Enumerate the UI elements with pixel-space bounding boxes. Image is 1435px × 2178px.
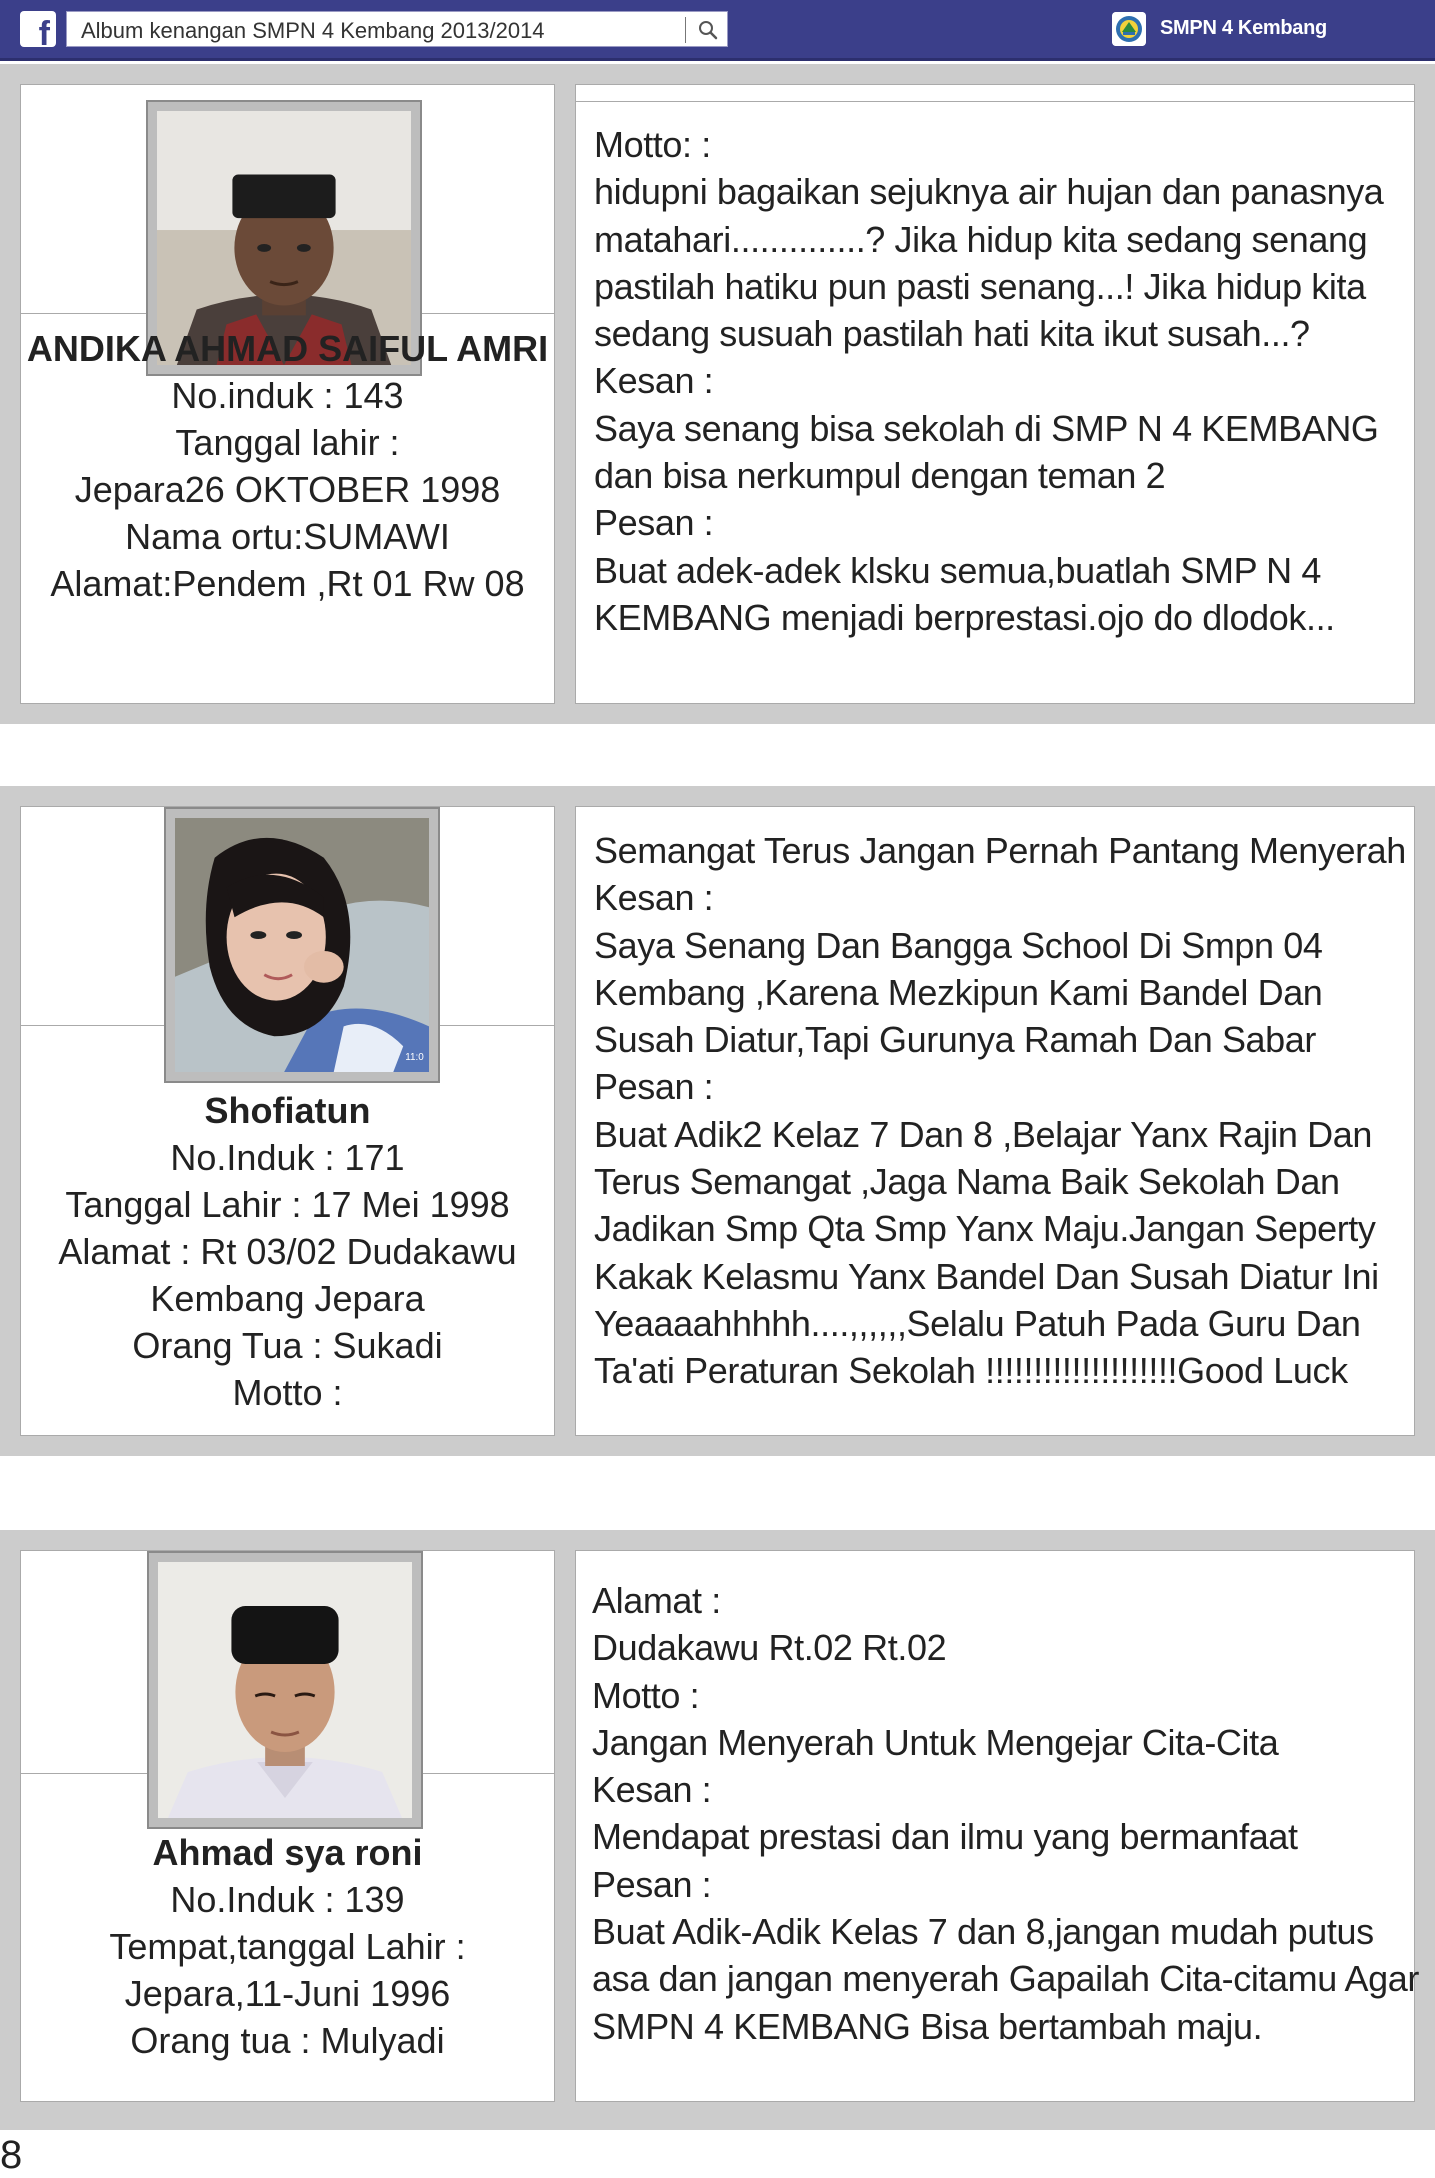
text-line: Kembang ,Karena Mezkipun Kami Bandel Dan — [594, 971, 1323, 1013]
text-line: Kesan : — [592, 1769, 712, 1811]
text-line: asa dan jangan menyerah Gapailah Cita-citamu Agar — [592, 1958, 1419, 2000]
page-number: 8 — [0, 2133, 23, 2177]
student-photo-image — [175, 818, 429, 1072]
text-line: Ta'ati Peraturan Sekolah !!!!!!!!!!!!!!!!!!!!Good Luck — [594, 1350, 1348, 1392]
student-info-line: No.Induk : 171 — [170, 1137, 405, 1178]
text-line: matahari..............? Jika hidup kita sedang senang — [594, 218, 1368, 260]
text-line: Buat adek-adek klsku semua,buatlah SMP N 4 — [594, 549, 1321, 591]
student-name: ANDIKA AHMAD SAIFUL AMRI — [26, 328, 549, 369]
student-name: Ahmad sya roni — [152, 1832, 423, 1873]
school-logo-icon — [1112, 12, 1146, 46]
school-name: SMPN 4 Kembang — [1160, 17, 1327, 39]
student-card-2 — [20, 806, 555, 1436]
student-info-line: Tempat,tanggal Lahir : — [109, 1926, 466, 1967]
student-text-card-1 — [575, 84, 1415, 704]
text-line: Motto : — [592, 1674, 700, 1716]
text-line: Kesan : — [594, 360, 714, 402]
text-line: Alamat : — [592, 1580, 721, 1621]
student-text-2 — [594, 827, 1404, 1395]
student-info-line: Motto : — [232, 1372, 343, 1413]
top-bar — [0, 0, 1435, 61]
student-card-1 — [20, 84, 555, 704]
student-info-line: Jepara26 OKTOBER 1998 — [74, 469, 501, 510]
text-line: Buat Adik2 Kelaz 7 Dan 8 ,Belajar Yanx Rajin Dan — [594, 1113, 1372, 1155]
student-info-3 — [21, 1829, 554, 2064]
text-line: Susah Diatur,Tapi Gurunya Ramah Dan Sabar — [594, 1019, 1317, 1061]
search-bar[interactable] — [66, 11, 728, 47]
text-line: SMPN 4 KEMBANG Bisa bertambah maju. — [592, 2005, 1263, 2047]
text-line: pastilah hatiku pun pasti senang...! Jika hidup kita — [594, 265, 1366, 307]
text-line: Pesan : — [592, 1863, 712, 1905]
text-line: Pesan : — [594, 1066, 714, 1108]
text-line: Kakak Kelasmu Yanx Bandel Dan Susah Diatur Ini — [594, 1255, 1379, 1297]
search-text: Album kenangan SMPN 4 Kembang 2013/2014 — [81, 18, 545, 43]
student-text-3 — [592, 1577, 1419, 2050]
text-line: Semangat Terus Jangan Pernah Pantang Menyerah — [594, 830, 1406, 871]
facebook-glyph: f — [38, 15, 50, 53]
text-line: Saya senang bisa sekolah di SMP N 4 KEMBANG — [594, 407, 1379, 449]
student-info-line: Orang Tua : Sukadi — [132, 1325, 443, 1366]
text-line: Motto: : — [594, 124, 711, 165]
student-info-1 — [21, 325, 554, 607]
student-info-line: Orang tua : Mulyadi — [130, 2020, 445, 2061]
photo-stamp: 11:0 — [405, 1052, 424, 1064]
text-line: Buat Adik-Adik Kelas 7 dan 8,jangan mudah putus — [592, 1911, 1374, 1953]
facebook-icon[interactable] — [20, 11, 56, 53]
text-line: Yeaaaahhhhh....,,,,,,Selalu Patuh Pada Guru Dan — [594, 1302, 1361, 1344]
text-line: Jangan Menyerah Untuk Mengejar Cita-Cita — [592, 1721, 1279, 1763]
text-line: Terus Semangat ,Jaga Nama Baik Sekolah Dan — [594, 1161, 1340, 1203]
student-info-2 — [21, 1087, 554, 1416]
student-card-3 — [20, 1550, 555, 2102]
student-info-line: Kembang Jepara — [150, 1278, 425, 1319]
text-line: KEMBANG menjadi berprestasi.ojo do dlodok... — [594, 596, 1335, 638]
student-text-card-2 — [575, 806, 1415, 1436]
text-line: Dudakawu Rt.02 Rt.02 — [592, 1627, 947, 1669]
student-info-line: Tanggal Lahir : 17 Mei 1998 — [65, 1184, 510, 1225]
text-line: Kesan : — [594, 877, 714, 919]
text-line: Jadikan Smp Qta Smp Yanx Maju.Jangan Seperty — [594, 1208, 1376, 1250]
student-photo-3 — [147, 1551, 423, 1829]
student-photo-image — [158, 1562, 412, 1818]
student-name: Shofiatun — [204, 1090, 371, 1131]
text-line: hidupni bagaikan sejuknya air hujan dan panasnya — [594, 171, 1384, 213]
student-text-card-3 — [575, 1550, 1419, 2102]
student-info-line: Jepara,11-Juni 1996 — [124, 1973, 451, 2014]
student-info-line: Alamat:Pendem ,Rt 01 Rw 08 — [50, 563, 525, 604]
text-line: dan bisa nerkumpul dengan teman 2 — [594, 455, 1166, 497]
student-info-line: Alamat : Rt 03/02 Dudakawu — [58, 1231, 517, 1272]
text-line: Saya Senang Dan Bangga School Di Smpn 04 — [594, 924, 1323, 966]
student-text-1 — [594, 121, 1404, 641]
search-icon[interactable] — [695, 18, 721, 42]
student-info-line: No.Induk : 139 — [170, 1879, 405, 1920]
student-info-line: Tanggal lahir : — [175, 422, 400, 463]
search-divider — [685, 17, 686, 43]
card-divider — [576, 101, 1414, 102]
student-photo-2 — [164, 807, 440, 1083]
student-info-line: Nama ortu:SUMAWI — [125, 516, 450, 557]
text-line: Mendapat prestasi dan ilmu yang bermanfaat — [592, 1816, 1298, 1858]
text-line: sedang susuah pastilah hati kita ikut susah...? — [594, 313, 1310, 355]
text-line: Pesan : — [594, 502, 714, 544]
student-info-line: No.induk : 143 — [171, 375, 404, 416]
